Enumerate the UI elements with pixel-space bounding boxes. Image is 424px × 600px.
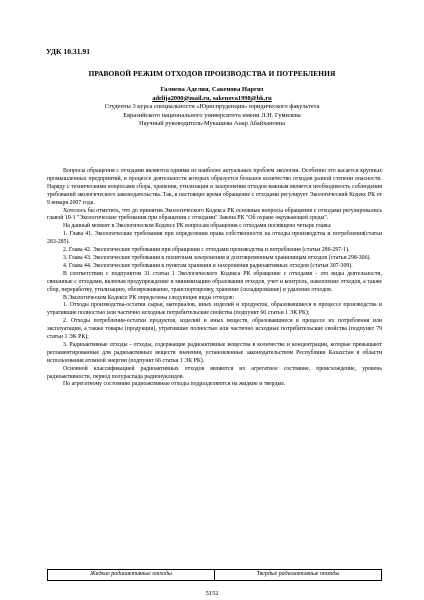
page-number: 5152 [205,590,219,597]
paragraph: На данный момент в Экологическом Кодексе РК вопросам обращения с отходами посвящено четыре главы: [63,223,332,230]
list-item: 2. Глава 42. Экологические требования при обращении с отходами производства и потребления (статьи 286-297-1). [63,247,350,254]
paragraph: Основной классификацией радиоактивных отходов являются их агрегатное состояние, происхождение, уровень радиоактивности, период полураспада радионуклидов. [47,365,382,380]
paragraph: В Экологическом Кодексе РК определены следующие виды отходов: [63,294,235,301]
udk-code: УДК 10.31.91 [46,47,91,56]
list-item: 4. Глава 44. Экологические требования к пунктам хранения и захоронения радиоактивных отходов (статьи 307-309). [63,262,353,269]
paragraph: Хотелось бы отметить, что до принятия Экологического Кодекса РК основные вопросы обращения с отходами регулировались главой 10-1 "Экологические требования при обращении с отходами" Закона РК "Об охране окружающей среды". [47,207,382,222]
authors: Галиева Аделия, Сакенова Наргиз [160,86,264,93]
supervisor: Научный руководитель-Мукашева Анар Абайхановна [138,120,286,127]
article-title: ПРАВОВОЙ РЕЖИМ ОТХОДОВ ПРОИЗВОДСТВА И ПОТРЕБЛЕНИЯ [88,69,336,78]
paragraph: 2. Отходы потребления-остатки продуктов, изделий и иных веществ, образовавшиеся в процессе их потребления или эксплуатации, а также товары (продукция), утратившие полностью или частично исходные потребительские свойства (подпункт 79 статьи 1 ЭК РК); [47,318,382,341]
table-header-solid: Твердые радиоактивные отходы [214,570,381,580]
paragraph: Вопросы обращения с отходами являются одними из наиболее актуальных проблем экологии. Особенно это касается крупных промышленных предприятий, в процессе деятельности которых образуется большое количество отходов разной степени опасности. Наряду с техническими вопросами сбора, хранения, утилизации и захоронения отходов важным является необходимость соблюдения требований экологического законодательства. Так, в настоящее время обращение с отходами регулирует Экологический Кодекс РК от 9 января 2007 года. [47,168,382,206]
affiliation-line-2: Евразийского национального университета имени Л.Н. Гумилева [123,111,301,119]
paragraph: В соответствии с подпунктом 31 статьи 1 Экологического Кодекса РК обращение с отходами - это виды деятельности, связанные с отходами, включая предупреждение и минимизацию образования отходов, учет и контроль, накопление отходов, а также сбор, переработку, утилизацию, обезвреживание, транспортировку, хранение (складирование) и удаление отходов. [47,270,382,293]
list-item: 1. Глава 41. Экологические требования при определении права собственности на отходы производства и потребления(статьи 283-285). [47,231,382,246]
author-emails[interactable]: adelija2000@mail.ru, sakenova1998@bk.ru [152,94,272,102]
paragraph: 1. Отходы производства-остатки сырья, материалов, иных изделий и продуктов, образовавшиеся в процессе производства и утратившие полностью или частично исходные потребительские свойства (подпункт 60 статьи 1 ЭК РК); [47,302,382,317]
waste-type-table [47,569,382,581]
paragraph: 3. Радиоактивные отходы - отходы, содержащие радиоактивные вещества в количестве и концентрации, которые превышают регламентированные для радиоактивных веществ значения, установленные законодательством Республики Казахстан в области использования атомной энергии (подпункт 66 статьи 1 ЭК РК). [47,341,382,364]
author-block [40,86,384,129]
list-item: 3. Глава 43. Экологические требования к полигонам захоронения и долговременным хранилищам отходов (статьи 298-306). [63,254,371,261]
table-header-liquid: Жидкие радиоактивные отходы [90,571,172,577]
paragraph: По агрегатному состоянию радиоактивные отходы подразделяются на жидкие и твердые. [63,381,286,388]
article-body [47,168,382,389]
affiliation-line-1: Студенты 3 курса специальности «Юриспруденция» юридического факультета [104,103,320,110]
